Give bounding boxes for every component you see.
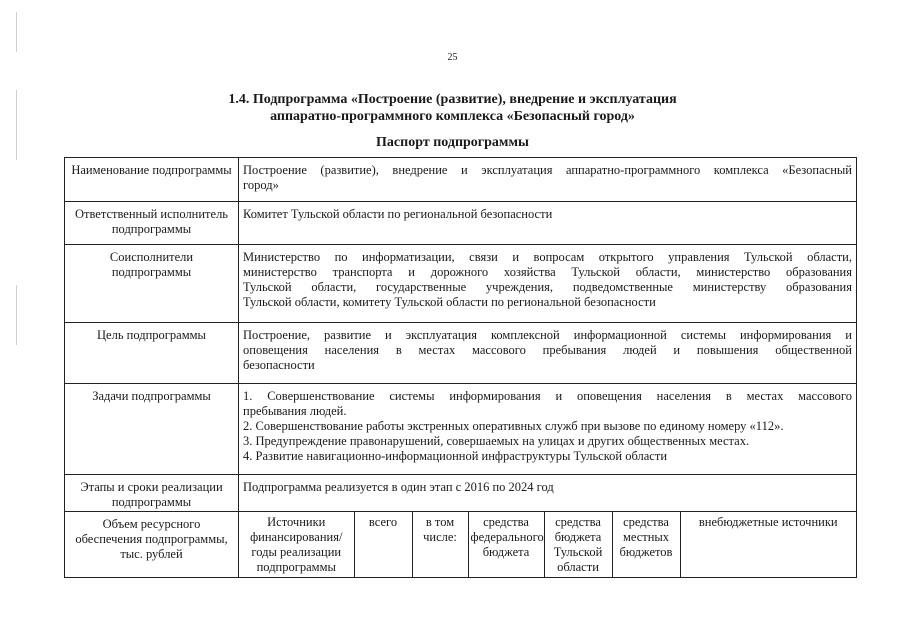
- value-goal-line-1: Построение, развитие и эксплуатация комплексной информационной системы информирования и: [243, 328, 852, 342]
- section-heading: [0, 91, 905, 125]
- value-name-line-2: город»: [243, 178, 279, 192]
- task-2: 2. Совершенствование работы экстренных оперативных служб при вызове по единому номеру «112».: [243, 419, 784, 433]
- funding-header-row: [239, 512, 856, 577]
- row-stages: [65, 475, 857, 512]
- row-tasks: [65, 384, 857, 475]
- value-coexecutors-line-1: Министерство по информатизации, связи и вопросам открытого управления Тульской области,: [243, 250, 852, 264]
- task-4: 4. Развитие навигационно-информационной инфраструктуры Тульской области: [243, 449, 668, 463]
- label-name: Наименование подпрограммы: [65, 158, 239, 202]
- section-heading-line-2: аппаратно-программного комплекса «Безопасный город»: [270, 109, 635, 124]
- funding-col-including: в том числе:: [412, 512, 468, 577]
- row-coexecutors: [65, 245, 857, 323]
- value-goal-line-3: безопасности: [243, 358, 315, 372]
- row-goal: [65, 323, 857, 384]
- section-heading-line-1: 1.4. Подпрограмма «Построение (развитие), внедрение и эксплуатация: [228, 92, 677, 107]
- funding-cell: [239, 512, 857, 578]
- label-funding: Объем ресурсного обеспечения подпрограммы, тыс. рублей: [65, 512, 239, 578]
- margin-mark-top: [16, 12, 17, 52]
- label-stages: Этапы и сроки реализации подпрограммы: [65, 475, 239, 512]
- value-coexecutors-line-4: Тульской области, комитету Тульской области по региональной безопасности: [243, 295, 656, 309]
- row-name: [65, 158, 857, 202]
- label-executor: Ответственный исполнитель подпрограммы: [65, 202, 239, 245]
- label-coexecutors: Соисполнители подпрограммы: [65, 245, 239, 323]
- task-1-line-1: 1. Совершенствование системы информирования и оповещения населения в местах массового: [243, 389, 852, 403]
- funding-col-federal: средства федерального бюджета: [468, 512, 544, 577]
- label-tasks: Задачи подпрограммы: [65, 384, 239, 475]
- value-goal-line-2: оповещения населения в местах массового пребывания людей и повышения общественной: [243, 343, 852, 357]
- margin-mark-low: [16, 285, 17, 345]
- value-executor: Комитет Тульской области по региональной безопасности: [239, 202, 857, 245]
- row-executor: [65, 202, 857, 245]
- value-tasks: [239, 384, 857, 475]
- row-funding: [65, 512, 857, 578]
- funding-col-offbudget: внебюджетные источники: [680, 512, 856, 577]
- funding-col-regional: средства бюджета Тульской области: [544, 512, 612, 577]
- value-coexecutors: [239, 245, 857, 323]
- task-1-line-2: пребывания людей.: [243, 404, 347, 418]
- passport-title: Паспорт подпрограммы: [376, 135, 529, 150]
- value-stages: Подпрограмма реализуется в один этап с 2016 по 2024 год: [239, 475, 857, 512]
- value-goal: [239, 323, 857, 384]
- passport-table: [64, 157, 857, 578]
- value-name: [239, 158, 857, 202]
- value-coexecutors-line-3: Тульской области, государственные учреждения, подведомственные министерству образования: [243, 280, 852, 294]
- funding-col-sources: Источники финансирования/ годы реализации подпрограммы: [250, 515, 343, 574]
- page-number: 25: [447, 52, 458, 63]
- value-coexecutors-line-2: министерство транспорта и дорожного хозяйства Тульской области, министерство образования: [243, 265, 852, 279]
- label-goal: Цель подпрограммы: [65, 323, 239, 384]
- value-name-line-1: Построение (развитие), внедрение и эксплуатация аппаратно-программного комплекса «Безопасный: [243, 163, 852, 177]
- funding-col-local: средства местных бюджетов: [612, 512, 680, 577]
- task-3: 3. Предупреждение правонарушений, совершаемых на улицах и других общественных местах.: [243, 434, 750, 448]
- funding-table: [239, 512, 856, 577]
- funding-col-total: всего: [354, 512, 412, 577]
